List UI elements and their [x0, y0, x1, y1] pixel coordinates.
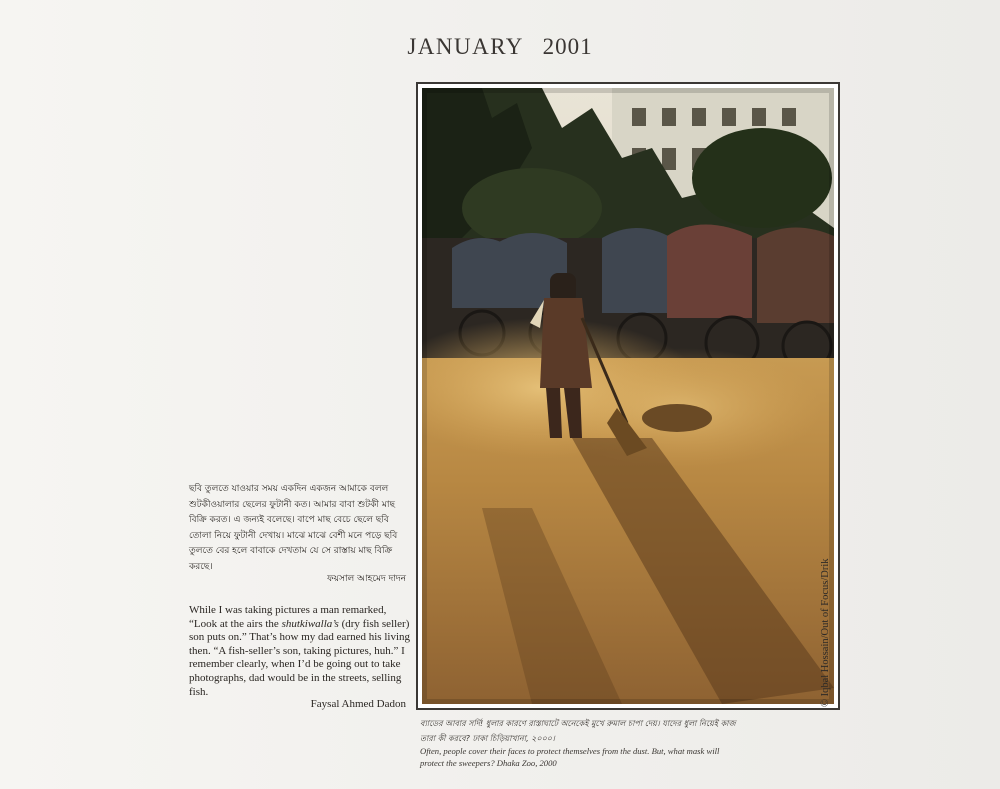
english-quote-part2: (dry fish seller) son puts on.” That’s how my dad earned his living then. “A fish-seller’s son, taking pictures, huh.” I remember clearly, when I’d be going out to take photographs, dad would be in the streets, selling fish.	[189, 617, 410, 698]
english-quote-term: shutkiwalla’s	[281, 617, 339, 630]
bengali-quote: ছবি তুলতে যাওয়ার সময় একদিন একজন আমাকে বলল শুটকীওয়ালার ছেলের ফুটানী কত। আমার বাবা শুটকী মাছ বিক্রি করত। এ জন্যই বলেছে। বাপে মাছ বেচে ছেলে ছবি তোলা নিয়ে ফুটানী দেখায়। মাঝে মাঝে বেশী মনে পড়ে ছবি তুলতে বের হলে বাবাকে দেখতাম যে সে রাস্তায় মাছ বিক্রি করছে।	[189, 484, 398, 572]
english-quote-author: Faysal Ahmed Dadon	[310, 698, 406, 710]
page-title	[0, 34, 1000, 60]
english-quote-part1: While I was taking pictures a man remarked, “Look at the airs the	[189, 604, 387, 630]
english-quote	[189, 604, 413, 699]
photo-illustration	[422, 88, 834, 704]
photo-frame	[416, 82, 840, 710]
bengali-quote-author: ফয়সাল আহমেদ দাদন	[327, 574, 406, 584]
photo-caption-bengali: ব্যাডের আবার সর্দি! ধুলার কারণে রাস্তাঘাটে অনেকেই মুখে রুমাল চাপা দেয়। যাদের ধুলা নিয়েই কাজ তারা কী করবে? ঢাকা চিড়িয়াখানা, ২০০০।	[420, 719, 736, 743]
year-label: 2001	[542, 34, 593, 59]
photo-caption-english: Often, people cover their faces to protect themselves from the dust. But, what mask will protect the sweepers? Dhaka Zoo, 2000	[420, 746, 720, 768]
street-sweeper-photo	[422, 88, 834, 704]
photo-credit: © Iqbal Hossain/Out of Focus/Drik	[820, 558, 831, 707]
month-label: JANUARY	[407, 34, 524, 59]
